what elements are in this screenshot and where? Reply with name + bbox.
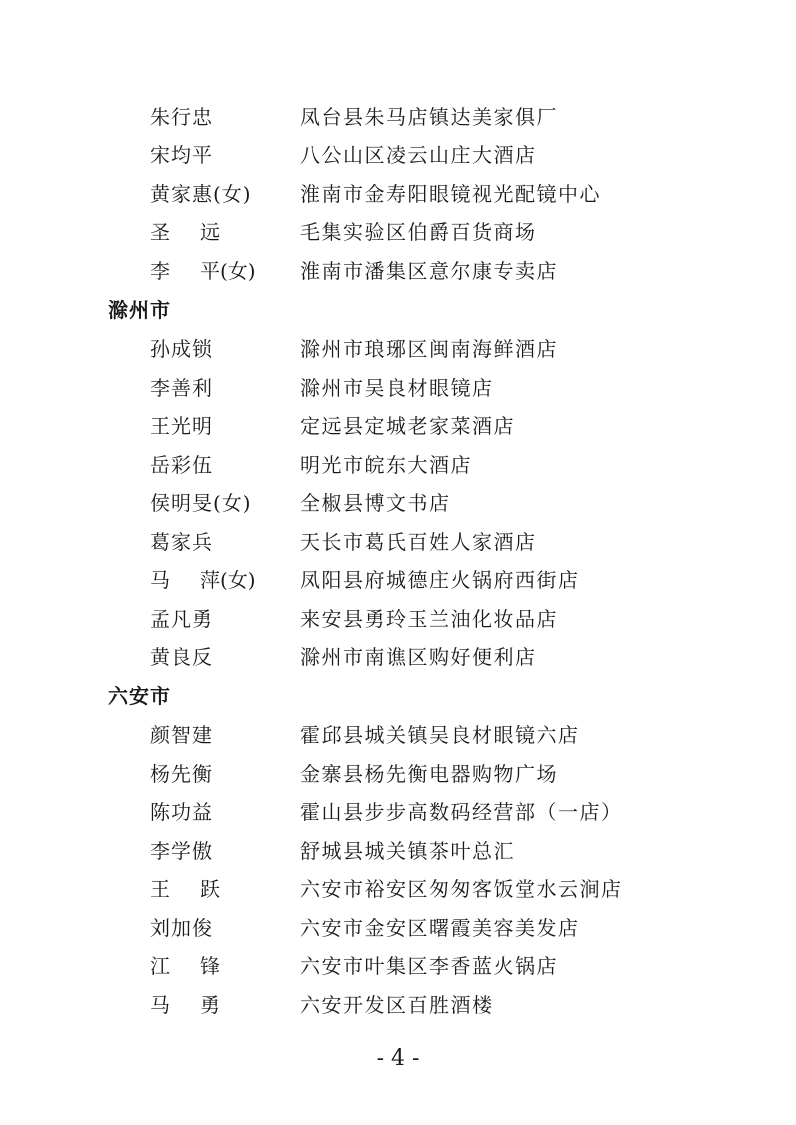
business-name: 淮南市潘集区意尔康专卖店: [300, 259, 558, 283]
list-item: [0, 793, 796, 831]
list-item: [0, 446, 796, 484]
person-name: 马 勇: [150, 993, 220, 1017]
list-item: [0, 947, 796, 985]
list-item: [0, 909, 796, 947]
business-name: 滁州市琅琊区闽南海鲜酒店: [300, 337, 558, 361]
page-number: - 4 -: [376, 1046, 420, 1071]
city-heading: 六安市: [108, 684, 171, 708]
person-name: 江 锋: [150, 954, 220, 978]
list-item: [0, 369, 796, 407]
business-name: 六安市叶集区李香蓝火锅店: [300, 954, 558, 978]
list-item: [0, 330, 796, 368]
person-name: 圣 远: [150, 220, 220, 244]
person-name: 朱行忠: [150, 105, 213, 129]
list-item: [0, 561, 796, 599]
business-name: 舒城县城关镇茶叶总汇: [300, 839, 515, 863]
person-name: 宋均平: [150, 143, 213, 167]
list-item: [0, 986, 796, 1024]
business-name: 滁州市吴良材眼镜店: [300, 376, 494, 400]
person-name: 颜智建: [150, 723, 213, 747]
business-name: 六安开发区百胜酒楼: [300, 993, 494, 1017]
list-item: [0, 175, 796, 213]
list-item: [0, 523, 796, 561]
business-name: 六安市金安区曙霞美容美发店: [300, 916, 580, 940]
list-item: [0, 484, 796, 522]
business-name: 淮南市金寿阳眼镜视光配镜中心: [300, 182, 601, 206]
person-name: 黄良反: [150, 645, 213, 669]
business-name: 八公山区凌云山庄大酒店: [300, 143, 537, 167]
business-name: 天长市葛氏百姓人家酒店: [300, 530, 537, 554]
list-item: [0, 870, 796, 908]
business-name: 毛集实验区伯爵百货商场: [300, 220, 537, 244]
list-item: [0, 407, 796, 445]
list-item: [0, 755, 796, 793]
business-name: 霍邱县城关镇吴良材眼镜六店: [300, 723, 580, 747]
person-name: 王 跃: [150, 877, 220, 901]
list-item: [0, 252, 796, 290]
list-item: [0, 716, 796, 754]
list-item: [0, 600, 796, 638]
business-name: 凤阳县府城德庄火锅府西街店: [300, 568, 580, 592]
business-name: 凤台县朱马店镇达美家俱厂: [300, 105, 558, 129]
person-name: 岳彩伍: [150, 453, 213, 477]
person-name: 刘加俊: [150, 916, 213, 940]
person-name: 侯明旻(女): [150, 491, 252, 515]
person-name: 陈功益: [150, 800, 213, 824]
list-item: [0, 98, 796, 136]
person-name: 孟凡勇: [150, 607, 213, 631]
person-name: 黄家惠(女): [150, 182, 252, 206]
business-name: 全椒县博文书店: [300, 491, 451, 515]
person-name: 葛家兵: [150, 530, 213, 554]
business-name: 霍山县步步高数码经营部（一店）: [300, 800, 623, 824]
person-name: 杨先衡: [150, 762, 213, 786]
list-item: [0, 832, 796, 870]
business-name: 来安县勇玲玉兰油化妆品店: [300, 607, 558, 631]
business-name: 六安市裕安区匆匆客饭堂水云涧店: [300, 877, 623, 901]
city-heading: 滁州市: [108, 298, 171, 322]
person-name: 马 萍(女): [150, 568, 256, 592]
business-name: 定远县定城老家菜酒店: [300, 414, 515, 438]
person-name: 王光明: [150, 414, 213, 438]
business-name: 滁州市南谯区购好便利店: [300, 645, 537, 669]
business-name: 明光市皖东大酒店: [300, 453, 472, 477]
person-name: 李 平(女): [150, 259, 256, 283]
list-item: [0, 136, 796, 174]
list-item: [0, 213, 796, 251]
person-name: 李学傲: [150, 839, 213, 863]
list-item: [0, 638, 796, 676]
person-name: 李善利: [150, 376, 213, 400]
person-name: 孙成锁: [150, 337, 213, 361]
business-name: 金寨县杨先衡电器购物广场: [300, 762, 558, 786]
